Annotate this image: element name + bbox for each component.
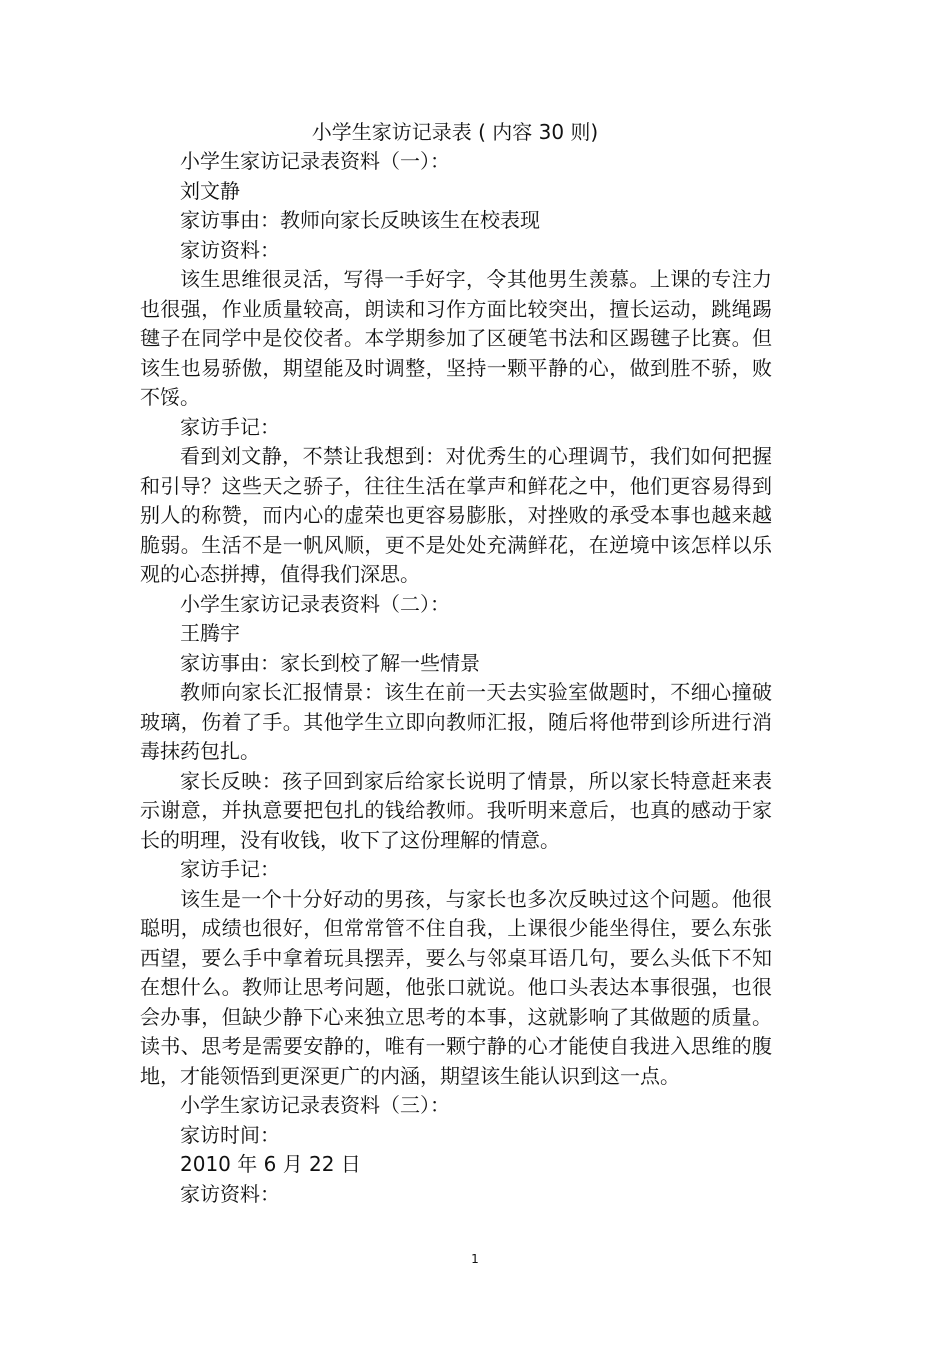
visit-notes-paragraph-1: 看到刘文静，不禁让我想到：对优秀生的心理调节，我们如何把握和引导？这些天之骄子，往往生活在掌声和鲜花之中，他们更容易得到别人的称赞，而内心的虚荣也更容易膨胀，对挫败的承受本事也越来越脆弱。生活不是一帆风顺，更不是处处充满鲜花，在逆境中该怎样以乐观的心态拼搏，值得我们深思。 [140, 444, 772, 586]
document-title: 小学生家访记录表 ( 内容 30 则) [311, 120, 599, 144]
visit-material-label-1: 家访资料： [180, 237, 280, 262]
parent-feedback-paragraph-2: 家长反映：孩子回到家后给家长说明了情景，所以家长特意赶来表示谢意，并执意要把包扎的钱给教师。我听明来意后，也真的感动于家长的明理，没有收钱，收下了这份理解的情意。 [140, 768, 772, 852]
page-number: 1 [471, 1252, 479, 1266]
visit-reason-2: 家访事由：家长到校了解一些情景 [180, 650, 480, 675]
visit-notes-label-2: 家访手记： [180, 857, 280, 881]
document-body [140, 147, 772, 1209]
visit-material-label-3: 家访资料： [180, 1181, 280, 1206]
visit-notes-label-1: 家访手记： [180, 414, 280, 439]
visit-material-paragraph-1: 该生思维很灵活，写得一手好字，令其他男生羡慕。上课的专注力也很强，作业质量较高，朗读和习作方面比较突出，擅长运动，跳绳踢毽子在同学中是佼佼者。本学期参加了区硬笔书法和区踢毽子比赛。但该生也易骄傲，期望能及时调整，坚持一颗平静的心，做到胜不骄，败不馁。 [140, 267, 772, 409]
visit-reason-1: 家访事由：教师向家长反映该生在校表现 [180, 208, 540, 232]
visit-time-label-3: 家访时间： [180, 1122, 280, 1147]
section-heading-1: 小学生家访记录表资料（一）： [180, 149, 450, 173]
student-name-1: 刘文静 [180, 178, 240, 203]
section-heading-3: 小学生家访记录表资料（三）： [180, 1093, 450, 1117]
student-name-2: 王腾宇 [180, 621, 240, 645]
visit-notes-paragraph-2: 该生是一个十分好动的男孩，与家长也多次反映过这个问题。他很聪明，成绩也很好，但常常管不住自我，上课很少能坐得住，要么东张西望，要么手中拿着玩具摆弄，要么与邻桌耳语几句，要么头低下不知在想什么。教师让思考问题，他张口就说。他口头表达本事很强，也很会办事，但缺少静下心来独立思考的本事，这就影响了其做题的质量。读书、思考是需要安静的，唯有一颗宁静的心才能使自我进入思维的腹地，才能领悟到更深更广的内涵，期望该生能认识到这一点。 [140, 886, 772, 1088]
visit-date-3: 2010 年 6 月 22 日 [180, 1152, 361, 1176]
teacher-report-paragraph-2: 教师向家长汇报情景：该生在前一天去实验室做题时，不细心撞破玻璃，伤着了手。其他学生立即向教师汇报，随后将他带到诊所进行消毒抹药包扎。 [140, 680, 772, 763]
section-heading-2: 小学生家访记录表资料（二）： [180, 591, 450, 616]
